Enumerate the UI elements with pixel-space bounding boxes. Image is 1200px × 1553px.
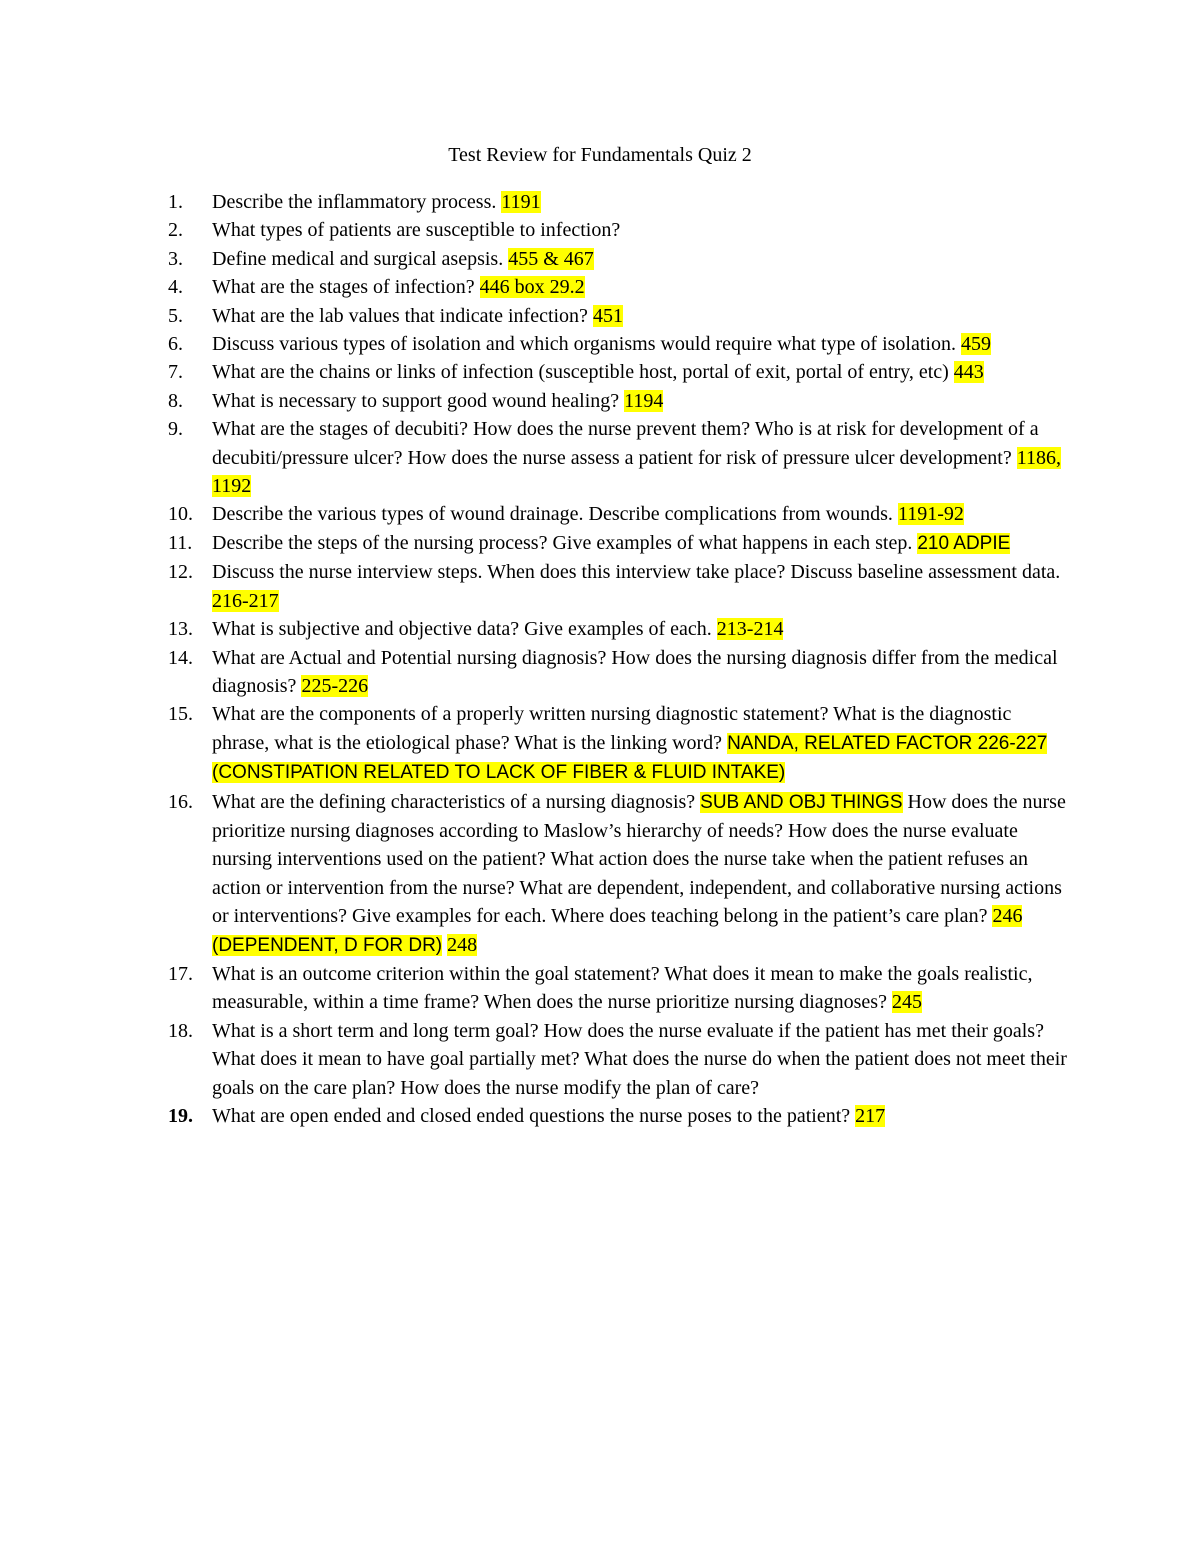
question-number: 3. bbox=[168, 247, 183, 270]
question-number: 19. bbox=[168, 1105, 193, 1127]
question-number: 2. bbox=[168, 219, 183, 242]
page-reference-highlight: 451 bbox=[592, 304, 623, 327]
question-text: What is subjective and objective data? Give examples of each. bbox=[212, 618, 717, 641]
page-reference-highlight: 459 bbox=[960, 333, 991, 356]
question-number: 15. bbox=[168, 703, 193, 726]
question-number: 4. bbox=[168, 276, 183, 299]
page-reference-highlight: 225-226 bbox=[301, 674, 369, 697]
question-item bbox=[168, 302, 1068, 330]
question-number: 18. bbox=[168, 1019, 193, 1042]
question-number: 6. bbox=[168, 333, 183, 356]
page-reference-highlight: 446 box 29.2 bbox=[479, 276, 585, 299]
question-item bbox=[168, 1017, 1068, 1102]
question-number: 10. bbox=[168, 503, 193, 526]
page-reference-highlight: 245 bbox=[891, 991, 922, 1014]
question-text: What is an outcome criterion within the goal statement? What does it mean to make the goals realistic, measurable, within a time frame? When does the nurse prioritize nursing diagnoses? bbox=[212, 962, 1033, 1014]
question-text: What is necessary to support good wound healing? bbox=[212, 389, 625, 412]
page-reference-highlight: 455 & 467 bbox=[508, 247, 594, 270]
page-reference-highlight: 246 bbox=[992, 905, 1023, 928]
question-item bbox=[168, 788, 1068, 960]
page-reference-highlight: 216-217 bbox=[212, 589, 279, 612]
question-number: 16. bbox=[168, 790, 193, 813]
question-text: Describe the steps of the nursing process? Give examples of what happens in each step. bbox=[212, 531, 918, 554]
question-list bbox=[168, 188, 1068, 1130]
question-item bbox=[168, 415, 1068, 500]
page-reference-highlight: (DEPENDENT, D FOR DR) bbox=[212, 934, 443, 956]
page-reference-highlight: 1194 bbox=[624, 389, 664, 412]
question-text: Discuss various types of isolation and which organisms would require what type of isolation. bbox=[212, 333, 961, 356]
document-title: Test Review for Fundamentals Quiz 2 bbox=[448, 144, 752, 166]
question-text: What are open ended and closed ended questions the nurse poses to the patient? bbox=[212, 1105, 856, 1127]
question-item bbox=[168, 558, 1068, 615]
question-item bbox=[168, 358, 1068, 386]
question-text: What are the chains or links of infection (susceptible host, portal of exit, portal of entry, etc) bbox=[212, 361, 954, 384]
question-item bbox=[168, 644, 1068, 701]
question-text: What types of patients are susceptible to infection? bbox=[212, 219, 621, 242]
question-number: 12. bbox=[168, 561, 193, 584]
question-item bbox=[168, 960, 1068, 1017]
question-item bbox=[168, 615, 1068, 643]
question-number: 1. bbox=[168, 191, 183, 213]
question-number: 8. bbox=[168, 389, 183, 412]
page-reference-highlight: 248 bbox=[447, 933, 478, 956]
question-text: What are the components of a properly written nursing diagnostic statement? What is the diagnostic phrase, what is the etiological phase? What is the linking word? bbox=[212, 703, 1012, 754]
question-item bbox=[168, 216, 1068, 244]
question-text: What is a short term and long term goal? How does the nurse evaluate if the patient has met their goals? What does it mean to have goal partially met? What does the nurse do when the patient does not meet their goals on the care plan? How does the nurse modify the plan of care? bbox=[212, 1019, 1067, 1099]
question-item bbox=[168, 1102, 1068, 1130]
question-text: What are Actual and Potential nursing diagnosis? How does the nursing diagnosis differ from the medical diagnosis? bbox=[212, 646, 1058, 697]
question-text: What are the defining characteristics of a nursing diagnosis? bbox=[212, 790, 701, 813]
question-number: 5. bbox=[168, 304, 183, 327]
question-item bbox=[168, 500, 1068, 528]
question-text: Describe the various types of wound drainage. Describe complications from wounds. bbox=[212, 503, 898, 526]
question-item bbox=[168, 245, 1068, 273]
question-number: 14. bbox=[168, 646, 193, 669]
question-number: 17. bbox=[168, 962, 193, 985]
question-item bbox=[168, 330, 1068, 358]
question-number: 9. bbox=[168, 418, 183, 441]
question-item bbox=[168, 273, 1068, 301]
question-text: Describe the inflammatory process. bbox=[212, 191, 502, 213]
question-text: What are the stages of decubiti? How does the nurse prevent them? Who is at risk for development of a decubiti/pressure ulcer? How does the nurse assess a patient for risk of pressure ulcer development? bbox=[212, 418, 1039, 469]
question-text: Discuss the nurse interview steps. When does this interview take place? Discuss baseline assessment data. bbox=[212, 561, 1061, 584]
question-item bbox=[168, 188, 1068, 216]
question-text: Define medical and surgical asepsis. bbox=[212, 247, 509, 270]
question-item bbox=[168, 387, 1068, 415]
question-text: What are the stages of infection? bbox=[212, 276, 480, 299]
question-number: 7. bbox=[168, 361, 183, 384]
page-reference-highlight: 217 bbox=[855, 1105, 886, 1127]
page-reference-highlight: SUB AND OBJ THINGS bbox=[700, 791, 903, 813]
question-item bbox=[168, 529, 1068, 558]
question-number: 13. bbox=[168, 618, 193, 641]
page-reference-highlight: 1191 bbox=[501, 191, 541, 213]
page-reference-highlight: 213-214 bbox=[716, 618, 784, 641]
page-reference-highlight: 443 bbox=[953, 361, 984, 384]
page-reference-highlight: 1191-92 bbox=[897, 503, 964, 526]
page-reference-highlight: NANDA, RELATED FACTOR 226-227 (CONSTIPATION RELATED TO LACK OF FIBER & FLUID INTAKE) bbox=[212, 732, 1048, 784]
question-text: How does the nurse prioritize nursing diagnoses according to Maslow’s hierarchy of needs? How does the nurse evaluate nursing interventions used on the patient? What action does the nurse take when the patient refuses an action or intervention from the nurse? What are dependent, independent, and collaborative nursing actions or interventions? Give examples for each. Where does teaching belong in the patient’s care plan? bbox=[212, 790, 1066, 928]
question-text: What are the lab values that indicate infection? bbox=[212, 304, 593, 327]
question-item bbox=[168, 700, 1068, 787]
question-number: 11. bbox=[168, 531, 193, 554]
page-reference-highlight: 1186, 1192 bbox=[212, 446, 1061, 498]
page-reference-highlight: 210 ADPIE bbox=[917, 532, 1011, 554]
